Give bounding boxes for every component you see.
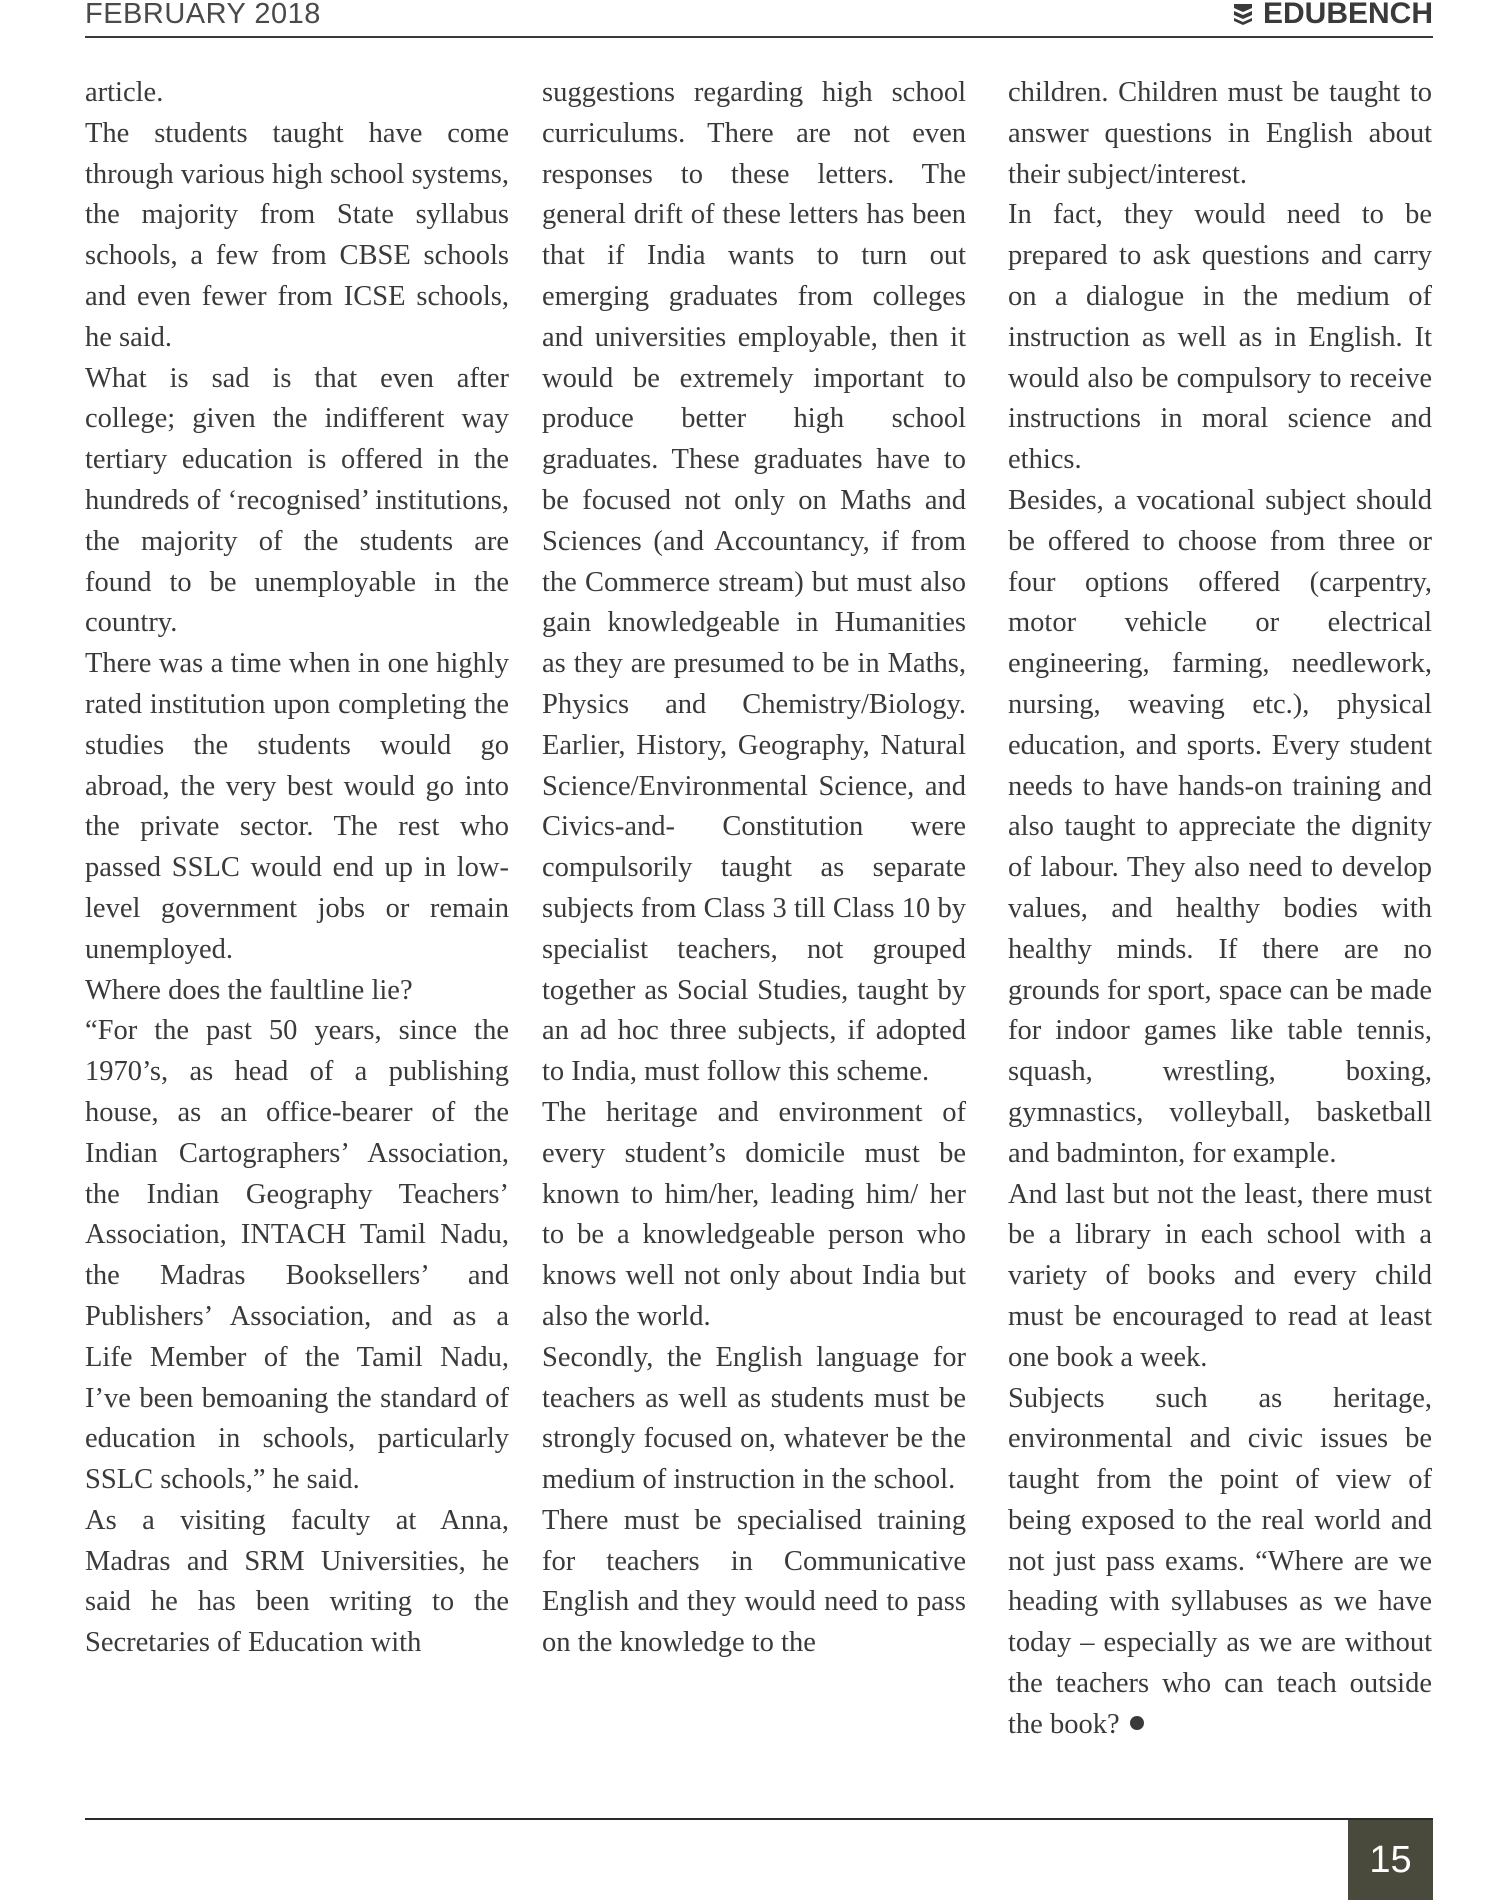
paragraph: And last but not the least, there must be a library in each school with a variety of books and every child must be encouraged to read at least one book a week.	[1008, 1178, 1432, 1373]
paragraph: There must be specialised training for teachers in Communicative English and they would need to pass on the knowledge to the	[542, 1504, 966, 1659]
paragraph: The heritage and environment of every student’s domicile must be known to him/her, leading him/ her to be a knowledgeable person who knows well not only about India but also the world.	[542, 1096, 966, 1332]
article-column-2	[542, 73, 966, 1664]
paragraph: In fact, they would need to be prepared to ask questions and carry on a dialogue in the medium of instruction as well as in English. It would also be compulsory to receive instructions in moral science and ethics.	[1008, 199, 1432, 476]
paragraph: suggestions regarding high school curriculums. There are not even responses to these letters. The general drift of these letters has been that if India wants to turn out emerging graduates from colleges and universities employable, then it would be extremely important to produce better high school graduates. These graduates have to be focused not only on Maths and Sciences (and Accountancy, if from the Commerce stream) but must also gain knowledgeable in Humanities as they are presumed to be in Maths, Physics and Chemistry/Biology. Earlier, History, Geography, Natural Science/Environmental Science, and Civics-and- Constitution were compulsorily taught as separate subjects from Class 3 till Class 10 by specialist teachers, not grouped together as Social Studies, taught by an ad hoc three subjects, if adopted to India, must follow this scheme.	[542, 77, 966, 1088]
article-column-1	[85, 73, 509, 1664]
brand-logo	[1233, 0, 1433, 31]
paragraph: Besides, a vocational subject should be offered to choose from three or four options offered (carpentry, motor vehicle or electrical engineering, farming, needlework, nursing, weaving etc.), physical education, and sports. Every student needs to have hands-on training and also taught to appreciate the dignity of labour. They also need to develop values, and healthy bodies with healthy minds. If there are no grounds for sport, space can be made for indoor games like table tennis, squash, wrestling, boxing, gymnastics, volleyball, basketball and badminton, for example.	[1008, 484, 1432, 1169]
brand-name: EDUBENCH	[1262, 0, 1433, 30]
page-header	[85, 0, 1433, 38]
page-number: 15	[1348, 1820, 1433, 1900]
paragraph: “For the past 50 years, since the 1970’s, as head of a publishing house, as an office-bearer of the Indian Cartographers’ Association, the Indian Geography Teachers’ Association, INTACH Tamil Nadu, the Madras Booksellers’ and Publishers’ Association, and as a Life Member of the Tamil Nadu, I’ve been bemoaning the standard of education in schools, particularly SSLC schools,” he said.	[85, 1015, 509, 1496]
paragraph: There was a time when in one highly rated institution upon completing the studies the students would go abroad, the very best would go into the private sector. The rest who passed SSLC would end up in low-level government jobs or remain unemployed.	[85, 648, 509, 965]
paragraph: Where does the faultline lie?	[85, 974, 413, 1006]
paragraph: Secondly, the English language for teachers as well as students must be strongly focused on, whatever be the medium of instruction in the school.	[542, 1341, 966, 1496]
end-of-article-bullet-icon	[1130, 1716, 1144, 1730]
footer-divider	[85, 1818, 1433, 1820]
paragraph: As a visiting faculty at Anna, Madras and SRM Universities, he said he has been writing to the Secretaries of Education with	[85, 1504, 509, 1659]
paragraph-text: Subjects such as heritage, environmental and civic issues be taught from the point of view of being exposed to the real world and not just pass exams. “Where are we heading with syllabuses as we have today – especially as we are without the teachers who can teach outside the book?	[1008, 1382, 1432, 1740]
paragraph-final	[1008, 1379, 1432, 1746]
paragraph: What is sad is that even after college; given the indifferent way tertiary education is offered in the hundreds of ‘recognised’ institutions, the majority of the students are found to be unemployable in the country.	[85, 362, 509, 639]
paragraph: The students taught have come through various high school systems, the majority from State syllabus schools, a few from CBSE schools and even fewer from ICSE schools, he said.	[85, 117, 509, 353]
paragraph: article.	[85, 77, 164, 108]
issue-date: FEBRUARY 2018	[85, 0, 321, 30]
article-column-3	[1008, 73, 1432, 1746]
edubench-logo-icon	[1233, 2, 1253, 26]
paragraph: children. Children must be taught to answer questions in English about their subject/interest.	[1008, 77, 1432, 190]
